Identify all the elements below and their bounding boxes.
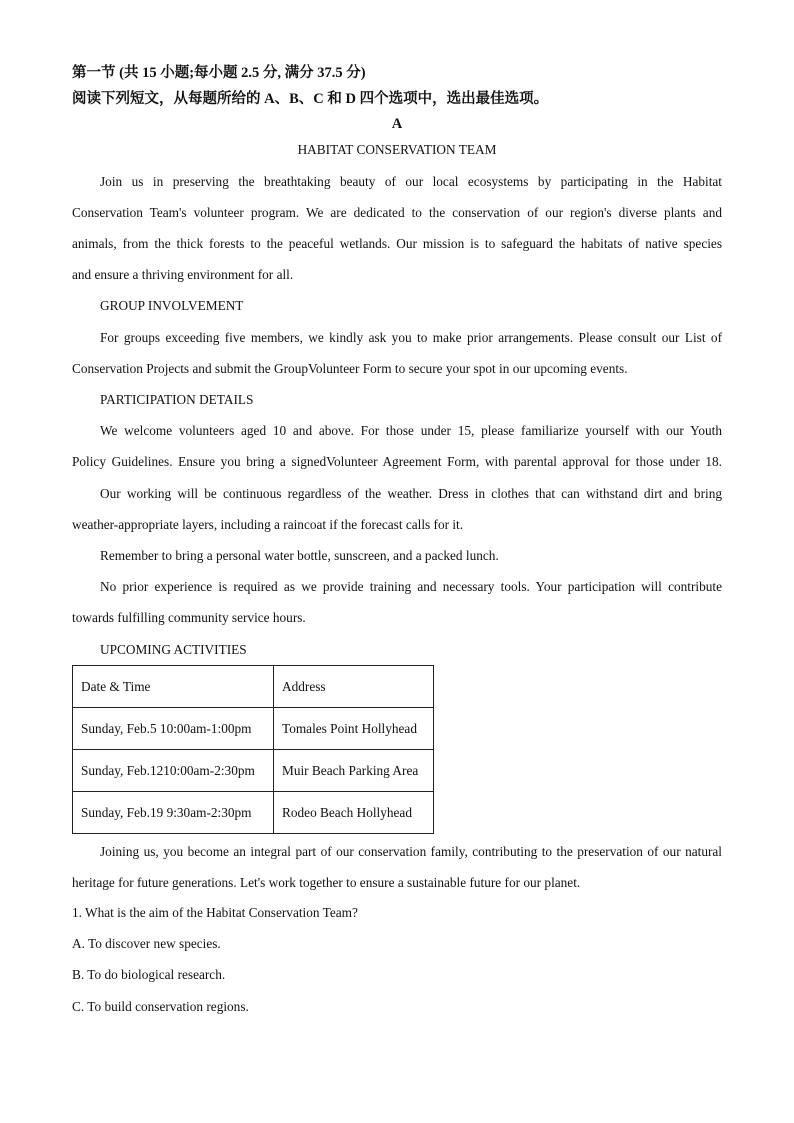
table-row (73, 750, 434, 792)
table-cell: Sunday, Feb.19 9:30am-2:30pm (73, 792, 274, 834)
table-row (73, 792, 434, 834)
answer-option: B. To do biological research. (72, 967, 226, 982)
table-cell: Rodeo Beach Hollyhead (274, 792, 434, 834)
intro-line: Join us in preserving the breathtaking beauty of our local ecosystems by participating in the Habitat (100, 174, 722, 189)
participation-line: Remember to bring a personal water bottle, sunscreen, and a packed lunch. (100, 548, 499, 563)
passage-letter: A (391, 116, 403, 132)
table-cell: Sunday, Feb.1210:00am-2:30pm (73, 750, 274, 792)
participation-line: towards fulfilling community service hours. (72, 610, 306, 625)
answer-option: C. To build conservation regions. (72, 999, 249, 1014)
instruction-text: 阅读下列短文，从每题所给的 A、B、C 和 D 四个选项中，选出最佳选项。 (72, 91, 549, 107)
table-row (73, 708, 434, 750)
group-line: Conservation Projects and submit the GroupVolunteer Form to secure your spot in our upcoming events. (72, 361, 628, 376)
section-header: 第一节 (共 15 小题;每小题 2.5 分, 满分 37.5 分) (72, 65, 366, 81)
table-header-cell: Date & Time (73, 666, 274, 708)
group-heading: GROUP INVOLVEMENT (100, 298, 244, 313)
table-header-row (73, 666, 434, 708)
closing-line: heritage for future generations. Let's work together to ensure a sustainable future for our planet. (72, 875, 581, 890)
table-cell: Tomales Point Hollyhead (274, 708, 434, 750)
passage-title: HABITAT CONSERVATION TEAM (297, 142, 497, 157)
answer-option: A. To discover new species. (72, 936, 221, 951)
group-line: For groups exceeding five members, we kindly ask you to make prior arrangements. Please consult our List of (100, 330, 722, 345)
table-cell: Sunday, Feb.5 10:00am-1:00pm (73, 708, 274, 750)
intro-line: and ensure a thriving environment for all. (72, 267, 294, 282)
participation-line: We welcome volunteers aged 10 and above. For those under 15, please familiarize yourself with our Youth (100, 423, 722, 438)
activities-heading: UPCOMING ACTIVITIES (100, 642, 247, 657)
intro-line: animals, from the thick forests to the peaceful wetlands. Our mission is to safeguard the habitats of native species (72, 236, 722, 251)
closing-line: Joining us, you become an integral part of our conservation family, contributing to the preservation of our natural (100, 844, 722, 859)
participation-line: No prior experience is required as we provide training and necessary tools. Your participation will contribute (100, 579, 722, 594)
table-cell: Muir Beach Parking Area (274, 750, 434, 792)
intro-line: Conservation Team's volunteer program. We are dedicated to the conservation of our region's diverse plants and (72, 205, 722, 220)
participation-line: Policy Guidelines. Ensure you bring a signedVolunteer Agreement Form, with parental approval for those under 18. (72, 454, 722, 469)
table-header-cell: Address (274, 666, 434, 708)
activities-table (72, 665, 434, 834)
question-stem: 1. What is the aim of the Habitat Conservation Team? (72, 905, 358, 920)
participation-heading: PARTICIPATION DETAILS (100, 392, 254, 407)
participation-line: Our working will be continuous regardless of the weather. Dress in clothes that can withstand dirt and bring (100, 486, 722, 501)
participation-line: weather-appropriate layers, including a raincoat if the forecast calls for it. (72, 517, 464, 532)
